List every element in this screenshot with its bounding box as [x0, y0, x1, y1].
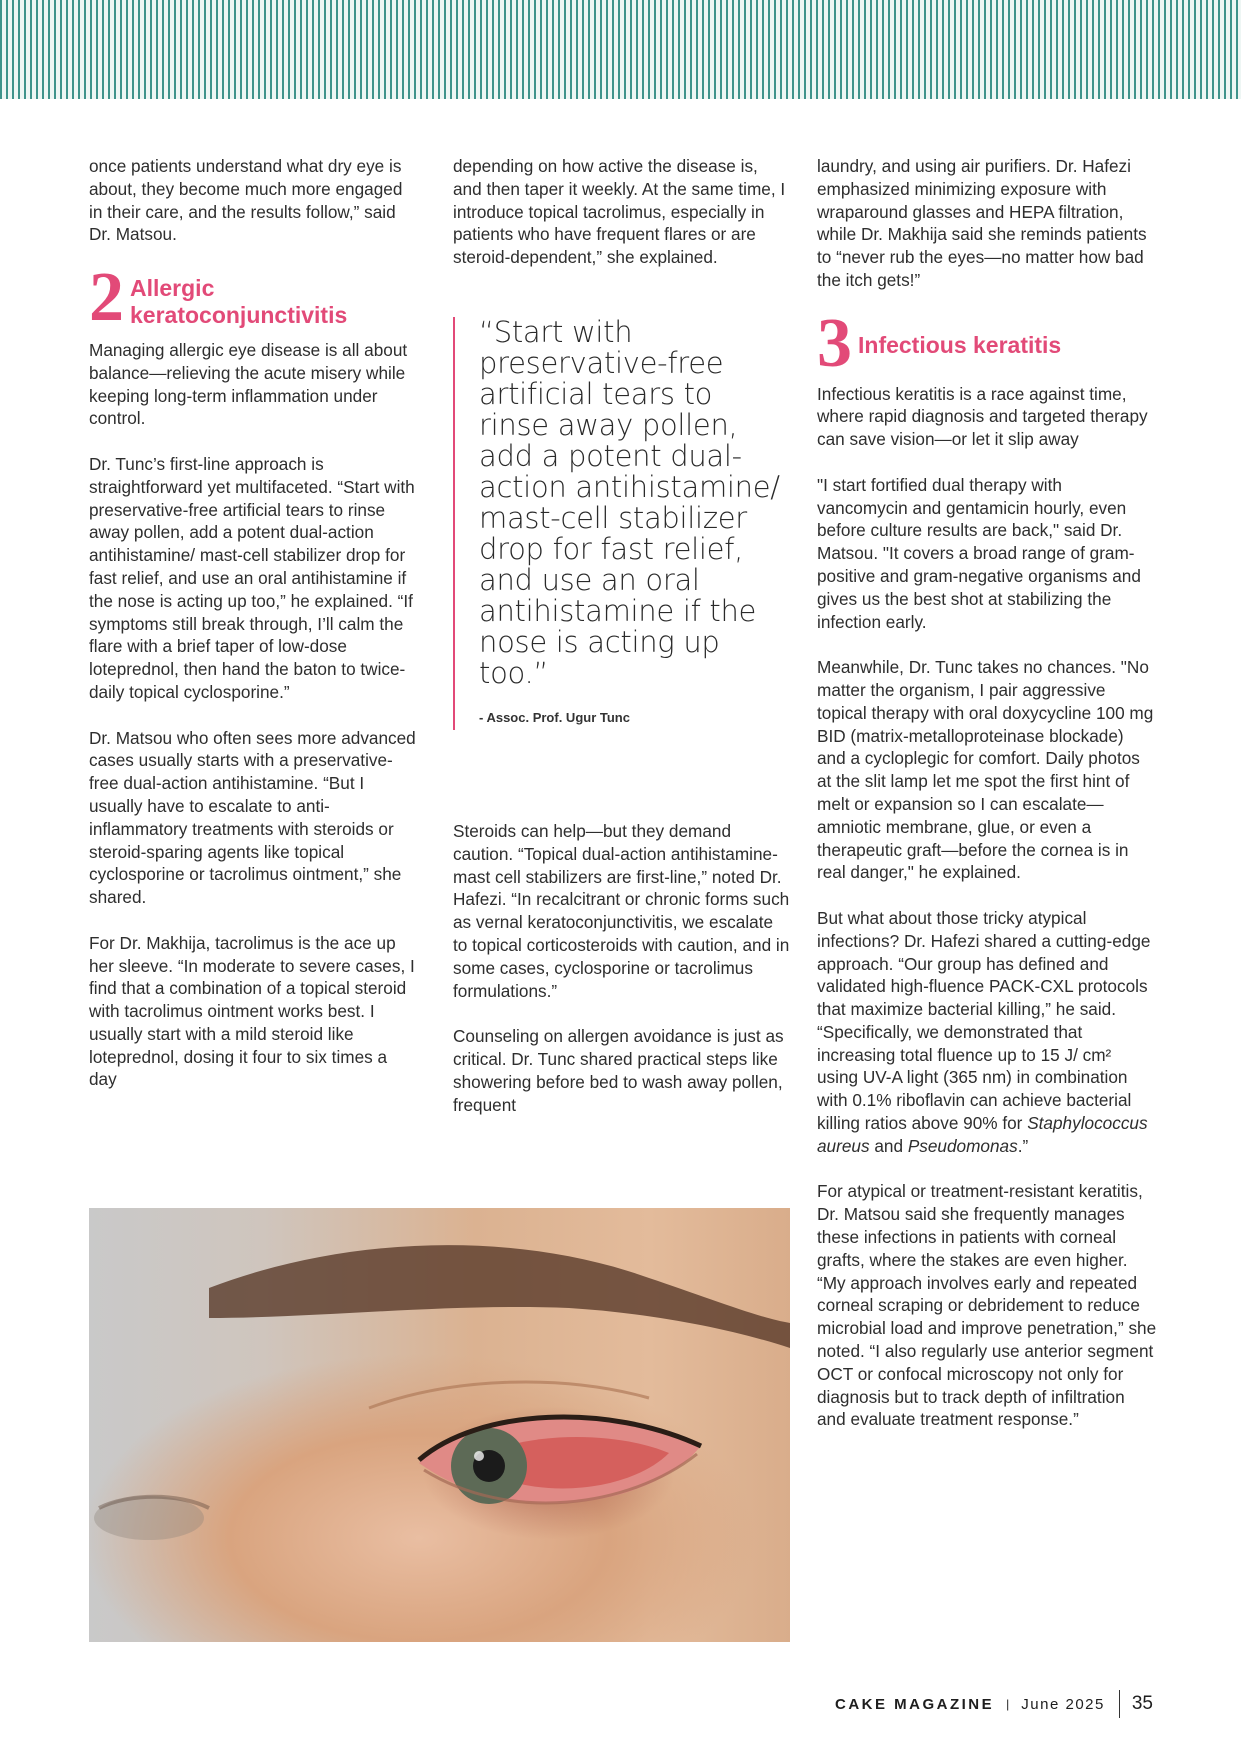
- paragraph: once patients understand what dry eye is about, they become much more engaged in their care, and the results follow,” said Dr. Matsou.: [89, 156, 403, 245]
- section-number: 3: [817, 304, 852, 382]
- footer-separator: |: [1006, 1697, 1010, 1711]
- paragraph: Infectious keratitis is a race against time, where rapid diagnosis and targeted therapy can save vision—or let it slip away: [817, 383, 1148, 450]
- section-heading-2: [89, 258, 419, 336]
- article-column-2: [453, 155, 790, 730]
- paragraph: For atypical or treatment-resistant keratitis, Dr. Matsou said she frequently manages these infections in patients with corneal grafts, where the stakes are even higher. “My approach involves early and repeated corneal scraping or debridement to reduce microbial load and improve penetration,” she noted. “I also regularly use anterior segment OCT or confocal microscopy not only for diagnosis but to track depth of infiltration and evaluate treatment response.”: [817, 1181, 1157, 1430]
- paragraph: laundry, and using air purifiers. Dr. Hafezi emphasized minimizing exposure with wraparound glasses and HEPA filtration, while Dr. Makhija said she reminds patients to “never rub the eyes—no matter how bad the itch gets!”: [817, 156, 1147, 290]
- conjunction: and: [874, 1135, 904, 1156]
- page-footer: [835, 1690, 1153, 1718]
- paragraph: Steroids can help—but they demand caution. “Topical dual-action antihistamine-mast cell stabilizers are first-line,” noted Dr. Hafezi. “In recalcitrant or chronic forms such as vernal keratoconjunctivitis, we escalate to topical corticosteroids with caution, and in some cases, cyclosporine or tacrolimus formulations.”: [453, 821, 790, 1001]
- pull-quote-attribution: - Assoc. Prof. Ugur Tunc: [479, 709, 630, 725]
- paragraph: Managing allergic eye disease is all about balance—relieving the acute misery while keeping long-term inflammation under control.: [89, 339, 408, 429]
- paragraph: Dr. Tunc’s first-line approach is straightforward yet multifaceted. “Start with preservative-free artificial tears to rinse away pollen, add a potent dual-action antihistamine/ mast-cell stabilizer drop for fast relief, and use an oral antihistamine if the nose is acting up too,” he explained. “If symptoms still break through, I’ll calm the flare with a brief taper of low-dose loteprednol, then hand the baton to twice-daily topical cyclosporine.”: [89, 453, 415, 702]
- section-number: 2: [89, 258, 124, 336]
- paragraph: Counseling on allergen avoidance is just as critical. Dr. Tunc shared practical steps like showering before bed to wash away pollen, frequent: [453, 1026, 784, 1115]
- magazine-name: CAKE MAGAZINE: [834, 1695, 995, 1713]
- issue-date: June 2025: [1021, 1695, 1105, 1713]
- article-column-1: [89, 155, 419, 1114]
- species-name: Pseudomonas: [907, 1135, 1018, 1156]
- closing-quote: .”: [1017, 1135, 1029, 1156]
- pull-quote-text: “Start with preservative-free artificial tears to rinse away pollen, add a potent dual-action antihistamine/ mast-cell stabilizer drop for fast relief, and use an oral antihistamine if the nose is acting up too.”: [479, 314, 780, 690]
- paragraph: depending on how active the disease is, and then taper it weekly. At the same time, I introduce topical tacrolimus, especially in patients who have frequent flares or are steroid-dependent,” she explained.: [453, 156, 786, 268]
- paragraph: [817, 907, 1157, 1158]
- decorative-stripe-header: [0, 0, 1241, 99]
- pull-quote: [453, 314, 790, 730]
- paragraph: Meanwhile, Dr. Tunc takes no chances. "No matter the organism, I pair aggressive topical therapy with oral doxycycline 100 mg BID (matrix-metalloproteinase blockade) and a cycloplegic for comfort. Daily photos at the slit lamp let me spot the first hint of melt or expansion so I can escalate—amniotic membrane, glue, or even a therapeutic graft—before the cornea is in real danger," he explained.: [817, 657, 1154, 883]
- species-name: Staphylococcus aureus: [817, 1113, 1148, 1156]
- section-title: Allergic keratoconjunctivitis: [130, 274, 348, 328]
- article-column-2-lower: [453, 820, 790, 1139]
- page-number: 35: [1131, 1693, 1153, 1714]
- eye-illustration: [89, 1208, 790, 1642]
- paragraph-text: But what about those tricky atypical infections? Dr. Hafezi shared a cutting-edge approach. “Our group has defined and validated high-fluence PACK-CXL protocols that maximize bacterial killing,” he said. “Specifically, we demonstrated that increasing total fluence up to 15 J/ cm² using UV-A light (365 nm) in combination with 0.1% riboflavin can achieve bacterial killing ratios above 90% for: [817, 907, 1151, 1134]
- footer-divider: [1119, 1690, 1120, 1718]
- paragraph: Dr. Matsou who often sees more advanced cases usually starts with a preservative-free dual-action antihistamine. “But I usually have to escalate to anti-inflammatory treatments with steroids or steroid-sparing agents like topical cyclosporine or tacrolimus ointment,” she shared.: [89, 727, 416, 908]
- section-heading-3: [817, 304, 1157, 382]
- paragraph: "I start fortified dual therapy with vancomycin and gentamicin hourly, even before culture results are back," said Dr. Matsou. "It covers a broad range of gram-positive and gram-negative organisms and gives us the best shot at stabilizing the infection early.: [817, 474, 1141, 632]
- red-eye-photo: [89, 1208, 790, 1642]
- section-title: Infectious keratitis: [858, 331, 1062, 358]
- article-column-3: [817, 155, 1157, 1454]
- paragraph: For Dr. Makhija, tacrolimus is the ace up her sleeve. “In moderate to severe cases, I find that a combination of a topical steroid with tacrolimus ointment works best. I usually start with a mild steroid like loteprednol, dosing it four to six times a day: [89, 932, 415, 1090]
